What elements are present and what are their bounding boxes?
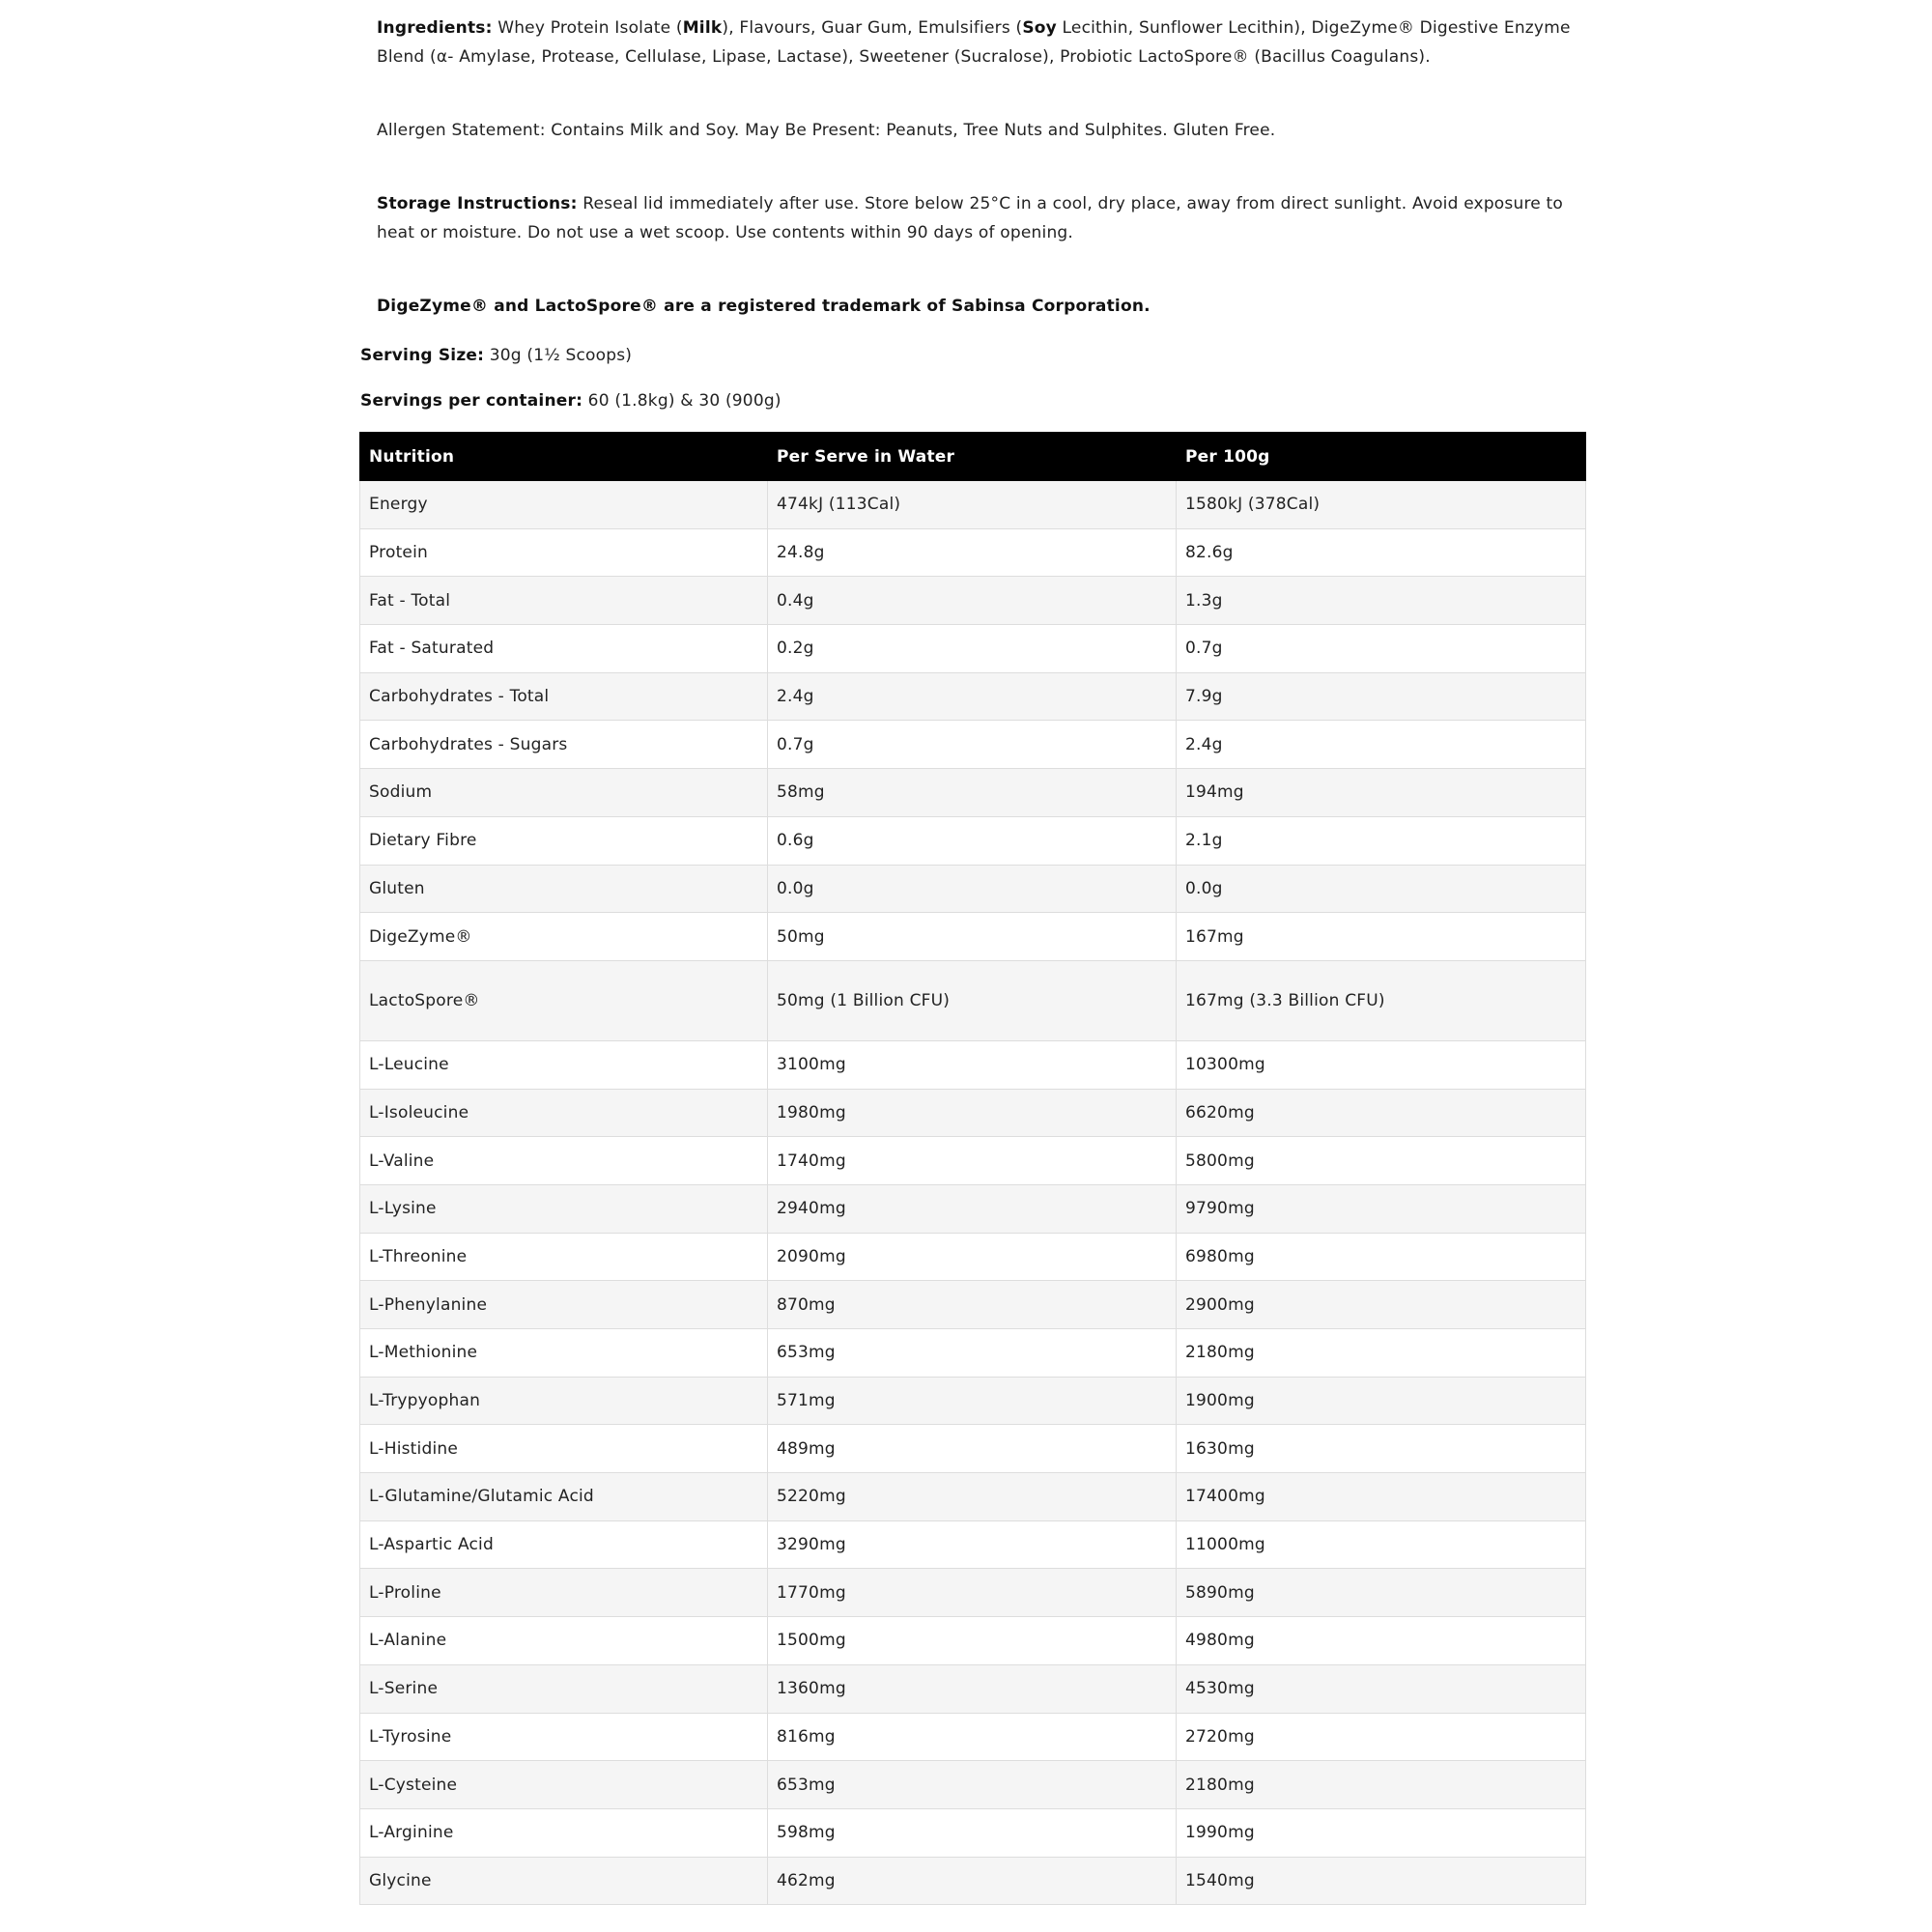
serving-size-label: Serving Size:	[360, 346, 485, 365]
table-row	[360, 721, 1586, 769]
per-100g-cell: 2180mg	[1177, 1329, 1586, 1378]
per-serve-cell: 3290mg	[768, 1520, 1177, 1569]
per-serve-cell: 5220mg	[768, 1473, 1177, 1521]
serving-size	[360, 343, 632, 368]
table-row	[360, 913, 1586, 961]
ingredients-label: Ingredients:	[377, 18, 493, 38]
per-100g-cell: 6980mg	[1177, 1233, 1586, 1281]
table-row	[360, 1137, 1586, 1185]
per-serve-cell: 0.0g	[768, 865, 1177, 913]
nutrient-name-cell: L-Isoleucine	[360, 1089, 768, 1137]
per-serve-cell: 489mg	[768, 1425, 1177, 1473]
table-row	[360, 1761, 1586, 1809]
table-row	[360, 1089, 1586, 1137]
nutrient-name-cell: Carbohydrates - Total	[360, 672, 768, 721]
ingredients-text-1: Whey Protein Isolate (	[492, 18, 683, 38]
per-100g-cell: 5800mg	[1177, 1137, 1586, 1185]
table-row	[360, 1664, 1586, 1713]
per-100g-cell: 1990mg	[1177, 1808, 1586, 1857]
table-row	[360, 1040, 1586, 1089]
table-row	[360, 960, 1586, 1040]
table-row	[360, 1520, 1586, 1569]
per-100g-cell: 167mg	[1177, 913, 1586, 961]
per-serve-cell: 0.2g	[768, 625, 1177, 673]
nutrient-name-cell: Sodium	[360, 769, 768, 817]
per-serve-cell: 2090mg	[768, 1233, 1177, 1281]
table-row	[360, 1857, 1586, 1905]
nutrient-name-cell: LactoSpore®	[360, 960, 768, 1040]
table-row	[360, 1281, 1586, 1329]
milk-allergen: Milk	[682, 18, 723, 38]
per-serve-cell: 816mg	[768, 1713, 1177, 1761]
per-serve-cell: 3100mg	[768, 1040, 1177, 1089]
ingredients-text-3: Lecithin, Sunflower Lecithin), DigeZyme® Digestive Enzyme Blend (α- Amylase, Protease, Cellulase, Lipase, Lactase), Sweetener (Sucralose), Probiotic LactoSpore® (Bacillus Coagulans).	[377, 18, 1571, 67]
nutrition-table	[359, 432, 1586, 1905]
nutrient-name-cell: Fat - Total	[360, 577, 768, 625]
trademark-notice	[377, 292, 1584, 321]
table-row	[360, 1233, 1586, 1281]
per-serve-cell: 1980mg	[768, 1089, 1177, 1137]
table-row	[360, 481, 1586, 529]
per-100g-cell: 10300mg	[1177, 1040, 1586, 1089]
table-row	[360, 672, 1586, 721]
table-row	[360, 1184, 1586, 1233]
per-100g-cell: 11000mg	[1177, 1520, 1586, 1569]
per-100g-cell: 17400mg	[1177, 1473, 1586, 1521]
per-100g-cell: 167mg (3.3 Billion CFU)	[1177, 960, 1586, 1040]
per-serve-cell: 1770mg	[768, 1569, 1177, 1617]
nutrient-name-cell: Energy	[360, 481, 768, 529]
storage-text: Reseal lid immediately after use. Store below 25°C in a cool, dry place, away from direct sunlight. Avoid exposure to heat or moisture. Do not use a wet scoop. Use contents within 90 days of opening.	[377, 194, 1563, 242]
ingredients-text-2: ), Flavours, Guar Gum, Emulsifiers (	[722, 18, 1023, 38]
soy-allergen: Soy	[1022, 18, 1057, 38]
per-serve-cell: 571mg	[768, 1377, 1177, 1425]
table-row	[360, 1569, 1586, 1617]
nutrient-name-cell: Gluten	[360, 865, 768, 913]
per-serve-cell: 1500mg	[768, 1617, 1177, 1665]
per-100g-cell: 7.9g	[1177, 672, 1586, 721]
nutrient-name-cell: L-Tyrosine	[360, 1713, 768, 1761]
table-row	[360, 1377, 1586, 1425]
per-100g-cell: 5890mg	[1177, 1569, 1586, 1617]
header-per-100g: Per 100g	[1177, 433, 1586, 481]
header-nutrition: Nutrition	[360, 433, 768, 481]
per-100g-cell: 0.7g	[1177, 625, 1586, 673]
per-100g-cell: 2720mg	[1177, 1713, 1586, 1761]
nutrient-name-cell: L-Glutamine/Glutamic Acid	[360, 1473, 768, 1521]
per-serve-cell: 2.4g	[768, 672, 1177, 721]
per-serve-cell: 653mg	[768, 1761, 1177, 1809]
per-100g-cell: 1630mg	[1177, 1425, 1586, 1473]
per-100g-cell: 1.3g	[1177, 577, 1586, 625]
per-serve-cell: 598mg	[768, 1808, 1177, 1857]
header-per-serve: Per Serve in Water	[768, 433, 1177, 481]
per-serve-cell: 58mg	[768, 769, 1177, 817]
per-serve-cell: 462mg	[768, 1857, 1177, 1905]
table-row	[360, 769, 1586, 817]
table-row	[360, 1329, 1586, 1378]
per-serve-cell: 653mg	[768, 1329, 1177, 1378]
per-serve-cell: 0.6g	[768, 816, 1177, 865]
nutrient-name-cell: L-Leucine	[360, 1040, 768, 1089]
table-row	[360, 816, 1586, 865]
nutrient-name-cell: Fat - Saturated	[360, 625, 768, 673]
storage-label: Storage Instructions:	[377, 194, 578, 213]
per-serve-cell: 0.7g	[768, 721, 1177, 769]
nutrient-name-cell: Protein	[360, 528, 768, 577]
per-serve-cell: 2940mg	[768, 1184, 1177, 1233]
servings-per-container-value: 60 (1.8kg) & 30 (900g)	[582, 391, 781, 411]
table-row	[360, 1425, 1586, 1473]
per-100g-cell: 1540mg	[1177, 1857, 1586, 1905]
per-100g-cell: 2.1g	[1177, 816, 1586, 865]
nutrient-name-cell: L-Trypyophan	[360, 1377, 768, 1425]
per-100g-cell: 0.0g	[1177, 865, 1586, 913]
table-row	[360, 1617, 1586, 1665]
table-row	[360, 1473, 1586, 1521]
nutrient-name-cell: L-Methionine	[360, 1329, 768, 1378]
per-serve-cell: 50mg (1 Billion CFU)	[768, 960, 1177, 1040]
per-serve-cell: 474kJ (113Cal)	[768, 481, 1177, 529]
nutrient-name-cell: L-Threonine	[360, 1233, 768, 1281]
per-serve-cell: 0.4g	[768, 577, 1177, 625]
servings-per-container	[360, 388, 781, 413]
per-serve-cell: 24.8g	[768, 528, 1177, 577]
nutrient-name-cell: L-Cysteine	[360, 1761, 768, 1809]
table-row	[360, 577, 1586, 625]
per-100g-cell: 1900mg	[1177, 1377, 1586, 1425]
nutrient-name-cell: L-Serine	[360, 1664, 768, 1713]
per-100g-cell: 2.4g	[1177, 721, 1586, 769]
ingredients-paragraph	[377, 14, 1584, 71]
per-100g-cell: 4530mg	[1177, 1664, 1586, 1713]
servings-per-container-label: Servings per container:	[360, 391, 583, 411]
table-row	[360, 865, 1586, 913]
nutrient-name-cell: Glycine	[360, 1857, 768, 1905]
nutrient-name-cell: L-Arginine	[360, 1808, 768, 1857]
per-serve-cell: 870mg	[768, 1281, 1177, 1329]
nutrient-name-cell: L-Lysine	[360, 1184, 768, 1233]
table-row	[360, 1713, 1586, 1761]
nutrient-name-cell: L-Aspartic Acid	[360, 1520, 768, 1569]
table-row	[360, 528, 1586, 577]
nutrient-name-cell: L-Phenylanine	[360, 1281, 768, 1329]
trademark-text: DigeZyme® and LactoSpore® are a registered trademark of Sabinsa Corporation.	[377, 297, 1151, 316]
nutrient-name-cell: DigeZyme®	[360, 913, 768, 961]
per-serve-cell: 50mg	[768, 913, 1177, 961]
per-100g-cell: 194mg	[1177, 769, 1586, 817]
table-row	[360, 625, 1586, 673]
per-100g-cell: 6620mg	[1177, 1089, 1586, 1137]
per-100g-cell: 2900mg	[1177, 1281, 1586, 1329]
per-serve-cell: 1360mg	[768, 1664, 1177, 1713]
nutrient-name-cell: L-Proline	[360, 1569, 768, 1617]
per-100g-cell: 4980mg	[1177, 1617, 1586, 1665]
per-100g-cell: 1580kJ (378Cal)	[1177, 481, 1586, 529]
nutrient-name-cell: L-Histidine	[360, 1425, 768, 1473]
nutrient-name-cell: Carbohydrates - Sugars	[360, 721, 768, 769]
nutrient-name-cell: Dietary Fibre	[360, 816, 768, 865]
storage-paragraph	[377, 189, 1584, 247]
per-100g-cell: 2180mg	[1177, 1761, 1586, 1809]
serving-size-value: 30g (1½ Scoops)	[484, 346, 633, 365]
allergen-statement: Allergen Statement: Contains Milk and Soy. May Be Present: Peanuts, Tree Nuts and Sulphites. Gluten Free.	[377, 121, 1276, 140]
per-100g-cell: 82.6g	[1177, 528, 1586, 577]
nutrient-name-cell: L-Alanine	[360, 1617, 768, 1665]
nutrient-name-cell: L-Valine	[360, 1137, 768, 1185]
per-100g-cell: 9790mg	[1177, 1184, 1586, 1233]
per-serve-cell: 1740mg	[768, 1137, 1177, 1185]
table-row	[360, 1808, 1586, 1857]
table-header-row	[360, 433, 1586, 481]
